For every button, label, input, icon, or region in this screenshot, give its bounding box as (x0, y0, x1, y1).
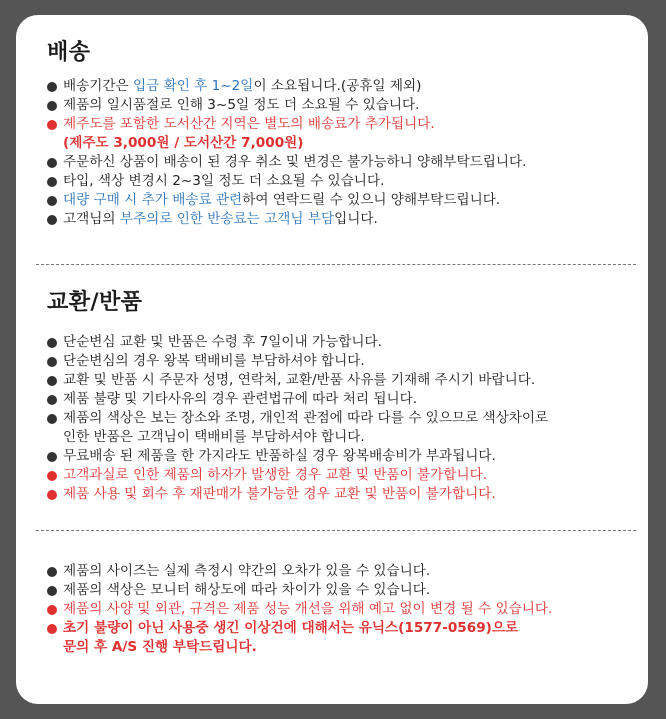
list-item: 배송기간은 입금 확인 후 1~2일이 소요됩니다.(공휴일 제외) (46, 77, 648, 96)
list-item: 제품의 사이즈는 실제 측정시 약간의 오차가 있을 수 있습니다. (46, 562, 648, 581)
list-item: 제품의 일시품절로 인해 3~5일 정도 더 소요될 수 있습니다. (46, 96, 648, 115)
bullet-icon (47, 357, 57, 367)
bullet-icon (47, 586, 57, 596)
list-item-continued: 문의 후 A/S 진행 부탁드립니다. (63, 639, 257, 655)
bullet-icon (47, 414, 57, 424)
list-item: 제품의 색상은 보는 장소와 조명, 개인적 관점에 따라 다를 수 있으므로 색상차이로 (46, 409, 648, 428)
list-item-sub: (제주도 3,000원 / 도서산간 7,000원) (63, 135, 304, 151)
bullet-icon (47, 120, 57, 130)
list-item-continued: 인한 반품은 고객님이 택배비를 부담하셔야 합니다. (63, 429, 365, 445)
exchange-section (16, 285, 648, 504)
shipping-section (16, 35, 648, 229)
bullet-icon (47, 177, 57, 187)
exchange-title: 교환/반품 (47, 290, 143, 315)
list-item: 제품의 사양 및 외관, 규격은 제품 성능 개선을 위해 예고 없이 변경 될 수 있습니다. (46, 600, 648, 619)
bullet-icon (47, 158, 57, 168)
bullet-icon (47, 567, 57, 577)
list-item: 단순변심 교환 및 반품은 수령 후 7일이내 가능합니다. (46, 333, 648, 352)
section-divider (36, 530, 636, 531)
bullet-icon (47, 605, 57, 615)
bullet-icon (47, 82, 57, 92)
bullet-icon (47, 452, 57, 462)
bullet-icon (47, 101, 57, 111)
notice-section (16, 550, 648, 657)
bullet-icon (47, 376, 57, 386)
list-item: 타입, 색상 변경시 2~3일 정도 더 소요될 수 있습니다. (46, 172, 648, 191)
list-item: 제품 불량 및 기타사유의 경우 관련법규에 따라 처리 됩니다. (46, 390, 648, 409)
list-item: 고객과실로 인한 제품의 하자가 발생한 경우 교환 및 반품이 불가합니다. (46, 466, 648, 485)
bullet-icon (47, 471, 57, 481)
notice-list (46, 562, 648, 657)
list-item: 단순변심의 경우 왕복 택배비를 부담하셔야 합니다. (46, 352, 648, 371)
info-card (16, 15, 648, 704)
bullet-icon (47, 395, 57, 405)
list-item: 제품의 색상은 모니터 해상도에 따라 차이가 있을 수 있습니다. (46, 581, 648, 600)
list-item: 초기 불량이 아닌 사용중 생긴 이상건에 대해서는 유닉스(1577-0569)으로 (46, 619, 648, 638)
list-item: 제품 사용 및 회수 후 재판매가 불가능한 경우 교환 및 반품이 불가합니다. (46, 485, 648, 504)
bullet-icon (47, 490, 57, 500)
list-item: 대량 구매 시 추가 배송료 관련하여 연락드릴 수 있으니 양해부탁드립니다. (46, 191, 648, 210)
shipping-list (46, 77, 648, 229)
bullet-icon (47, 338, 57, 348)
list-item: 무료배송 된 제품을 한 가지라도 반품하실 경우 왕복배송비가 부과됩니다. (46, 447, 648, 466)
bullet-icon (47, 196, 57, 206)
list-item: 주문하신 상품이 배송이 된 경우 취소 및 변경은 불가능하니 양해부탁드립니다. (46, 153, 648, 172)
bullet-icon (47, 624, 57, 634)
bullet-icon (47, 215, 57, 225)
shipping-title: 배송 (47, 40, 91, 65)
exchange-list (46, 333, 648, 504)
list-item: 제주도를 포함한 도서산간 지역은 별도의 배송료가 추가됩니다. (46, 115, 648, 134)
list-item: 교환 및 반품 시 주문자 성명, 연락처, 교환/반품 사유를 기재해 주시기 바랍니다. (46, 371, 648, 390)
section-divider (36, 264, 636, 265)
list-item: 고객님의 부주의로 인한 반송료는 고객님 부담입니다. (46, 210, 648, 229)
